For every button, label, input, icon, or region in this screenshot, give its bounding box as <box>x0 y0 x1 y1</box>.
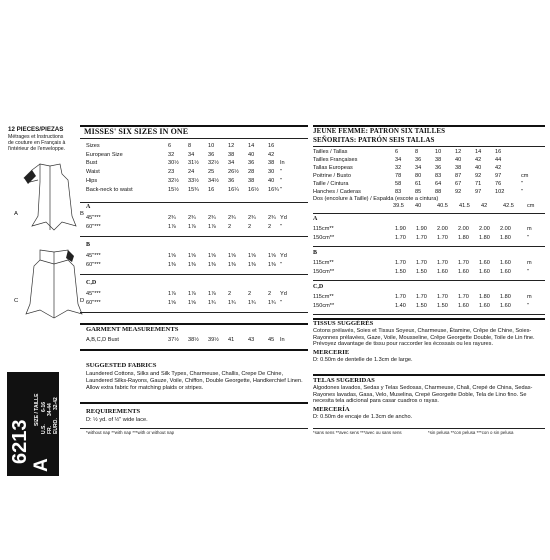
size-value: 2.00 <box>479 226 490 232</box>
size-value: 14 <box>475 149 482 155</box>
size-value: 37½ <box>168 337 179 343</box>
unit-label: " <box>280 224 282 230</box>
view-a-b-drawing <box>10 160 90 240</box>
size-value: 40 <box>475 165 482 171</box>
view-heading: A <box>86 204 91 210</box>
size-value: 1.70 <box>395 294 406 300</box>
size-value: 33½ <box>188 177 199 184</box>
unit-label: " <box>280 186 282 193</box>
row-label: 150cm** <box>313 268 335 275</box>
telas-text: Algodones lavados, Sedas y Telas Sedosas, Charmeuse, Chali, Crepé de China, Sedas-Rayones lavadas, Gasa, Velo, Muselina, Crepé Georgette Doble, Tela de Lino fino. Se necesita tela adicional para casar cuadros o rayas. <box>313 385 533 405</box>
size-value: 1.60 <box>500 302 511 309</box>
size-value: 1.70 <box>416 294 427 300</box>
size-value: 12 <box>455 149 462 155</box>
dos-value: 42 <box>481 203 488 209</box>
merceria-title: MERCERÍA <box>313 406 350 413</box>
row-label: 45"*** <box>86 253 101 259</box>
size-value: 2 <box>268 224 272 230</box>
unit-label: m <box>527 260 532 266</box>
size-value: 1.60 <box>458 302 469 309</box>
size-value: 87 <box>455 173 462 179</box>
size-range-letter: A <box>31 458 52 472</box>
size-value: 8 <box>415 149 419 155</box>
dos-value: 41.5 <box>459 203 470 209</box>
size-value: 32 <box>168 151 175 158</box>
size-value: 31½ <box>188 160 199 167</box>
size-value: 76 <box>495 181 502 187</box>
size-value: 15½ <box>168 186 179 193</box>
row-label: Back-neck to waist <box>86 186 133 193</box>
suggested-fabrics-title: SUGGESTED FABRICS <box>86 362 157 369</box>
size-value: 67 <box>455 181 462 187</box>
view-label-d: D <box>80 298 85 304</box>
size-value: 40 <box>268 177 275 184</box>
unit-label: cm <box>521 173 529 179</box>
size-value: 24 <box>188 169 195 176</box>
row-label: Taille / Cintura <box>313 181 349 187</box>
pattern-number: 6213 <box>9 419 31 464</box>
unit-label: " <box>280 177 282 184</box>
size-value: 1⅝ <box>188 300 196 306</box>
size-value: 64 <box>435 181 442 187</box>
size-value: 1.70 <box>458 260 469 266</box>
size-value: 1⅞ <box>168 224 176 230</box>
size-value: 15¾ <box>188 186 199 193</box>
size-value: 1.70 <box>395 260 406 266</box>
size-value: 58 <box>395 181 402 187</box>
size-value: 34 <box>228 160 235 167</box>
size-value: 1.70 <box>416 234 427 241</box>
size-value: 1⅜ <box>268 262 276 268</box>
size-value: 16¼ <box>228 186 239 193</box>
dos-value: 39.5 <box>393 203 404 209</box>
size-value: 16 <box>495 149 502 155</box>
row-label: A,B,C,D Bust <box>86 337 119 343</box>
size-value: 36 <box>228 177 235 184</box>
unit-label: Yd <box>280 253 287 259</box>
dos-value: 40.5 <box>437 203 448 209</box>
unit-label: " <box>280 262 282 268</box>
size-value: 1.40 <box>395 302 406 309</box>
size-value: 38 <box>228 151 235 158</box>
garment-measurements-title: GARMENT MEASUREMENTS <box>86 326 179 333</box>
size-value: 2¾ <box>168 215 176 221</box>
size-value: 34½ <box>208 177 219 184</box>
row-label: Sizes <box>86 143 100 149</box>
size-value: 38 <box>435 157 442 163</box>
mercerie-text: D: 0.50m de dentelle de 1.3cm de large. <box>313 357 413 363</box>
row-label: Bust <box>86 160 98 167</box>
size-value: 8 <box>188 143 192 149</box>
size-value: 38 <box>268 160 275 167</box>
size-value: 1⅝ <box>268 253 276 259</box>
dos-unit: cm <box>527 203 535 209</box>
size-value: 36 <box>415 157 422 163</box>
size-value: 1⅝ <box>168 300 176 306</box>
unit-label: m <box>527 294 532 300</box>
size-value: 32½ <box>208 160 219 167</box>
size-value: 40 <box>455 157 462 163</box>
unit-label: Yd <box>280 291 287 297</box>
size-value: 30½ <box>168 160 179 167</box>
unit-label: " <box>527 234 529 241</box>
size-value: 38 <box>455 165 462 171</box>
dos-value: 42.5 <box>503 203 514 209</box>
size-value: 2 <box>228 224 232 230</box>
size-value: 38 <box>248 177 255 184</box>
size-value: 71 <box>475 181 482 187</box>
view-heading: C,D <box>313 284 324 290</box>
size-value: 1¾ <box>248 300 256 306</box>
size-value: 1.60 <box>479 268 490 275</box>
size-value: 1¾ <box>208 300 216 306</box>
size-value: 1.70 <box>458 294 469 300</box>
size-value: 1.70 <box>437 294 448 300</box>
row-label: 115cm** <box>313 226 334 232</box>
size-value: 25 <box>208 169 215 176</box>
size-value: 30 <box>268 169 275 176</box>
size-value: 97 <box>475 189 482 195</box>
dos-value: 40 <box>415 203 422 209</box>
unit-label: Yd <box>280 215 287 221</box>
us-sizes: 6-16 <box>41 401 47 412</box>
size-value: 34 <box>188 151 195 158</box>
size-value: 1.60 <box>479 260 490 266</box>
row-label: Tailles / Tallas <box>313 149 348 155</box>
size-value: 1⅞ <box>188 291 196 297</box>
spanish-footnote: *sin pelusa **con pelusa ***con o sin pelusa <box>428 430 514 435</box>
size-value: 28 <box>248 169 255 176</box>
size-value: 1⅝ <box>168 253 176 259</box>
size-value: 1.50 <box>437 302 448 309</box>
size-value: 1¾ <box>268 300 276 306</box>
size-value: 1.80 <box>479 294 490 300</box>
view-heading: A <box>313 216 318 222</box>
size-value: 14 <box>248 143 255 149</box>
size-value: 1.70 <box>416 260 427 266</box>
size-value: 1.60 <box>500 268 511 275</box>
us-label: U.S. <box>41 424 47 434</box>
tissus-text: Cotons prélavés, Soies et Tissus Soyeux, Charmeuse, Étamine, Crêpe de Chine, Soies-Rayonnes prélavées, Gaze, Voile, Mousseline, Crêpe Georgette Double, Toile de Lin fine. Prévoyez davantage de tissu pour raccorder les écossais ou les rayures. <box>313 328 535 348</box>
size-value: 2.00 <box>458 226 469 232</box>
size-value: 1⅜ <box>248 262 256 268</box>
size-value: 42 <box>475 157 482 163</box>
row-label: Tailles Françaises <box>313 157 358 163</box>
mercerie-title: MERCERIE <box>313 349 350 356</box>
unit-label: " <box>280 169 282 176</box>
row-label: 60"*** <box>86 224 101 230</box>
size-value: 34 <box>415 165 422 171</box>
size-value: 1.80 <box>479 234 490 241</box>
size-value: 6 <box>395 149 399 155</box>
french-title: JEUNE FEMME: PATRON SIX TAILLES <box>313 127 446 135</box>
size-value: 36 <box>435 165 442 171</box>
size-value: 1⅝ <box>228 253 236 259</box>
spanish-title: SEÑORITAS: PATRÓN SEIS TALLAS <box>313 136 435 144</box>
size-value: 1.60 <box>500 260 511 266</box>
size-value: 2.00 <box>437 226 448 232</box>
size-value: 34 <box>395 157 402 163</box>
unit-label: In <box>280 160 285 167</box>
size-value: 1.70 <box>437 260 448 266</box>
size-value: 44 <box>495 157 502 163</box>
size-value: 12 <box>228 143 235 149</box>
size-value: 16 <box>208 186 215 193</box>
size-value: 1.50 <box>395 268 406 275</box>
size-value: 1.60 <box>458 268 469 275</box>
size-value: 23 <box>168 169 175 176</box>
view-heading: C,D <box>86 280 97 286</box>
size-range-badge <box>7 372 59 476</box>
unit-label: " <box>521 181 523 187</box>
row-label: Hanches / Caderas <box>313 189 361 195</box>
size-value: 16½ <box>248 186 259 193</box>
size-value: 16 <box>268 143 275 149</box>
row-label: Tallas Europeas <box>313 165 353 171</box>
size-value: 1.80 <box>500 234 511 241</box>
pieces-note: Métrages et Instructions de couture en Français à l'intérieur de l'enveloppe. <box>8 134 66 153</box>
row-label: 60"*** <box>86 262 101 268</box>
size-value: 2 <box>248 291 252 297</box>
english-title: MISSES' SIX SIZES IN ONE <box>84 127 189 136</box>
size-label: SIZE / TAILLE <box>34 393 40 426</box>
size-value: 1⅞ <box>208 224 216 230</box>
size-value: 83 <box>435 173 442 179</box>
unit-label: m <box>527 226 532 232</box>
size-value: 1⅞ <box>188 224 196 230</box>
dos-label: Dos (encolure à Taille) / Espalda (escote a cintura) <box>313 196 439 202</box>
unit-label: " <box>280 300 282 306</box>
size-value: 102 <box>495 189 505 195</box>
size-value: 43 <box>248 337 255 343</box>
size-value: 78 <box>395 173 402 179</box>
view-c-d-drawing <box>14 246 97 326</box>
requirements-title: REQUIREMENTS <box>86 408 141 415</box>
size-value: 32 <box>395 165 402 171</box>
row-label: 150cm** <box>313 302 335 309</box>
size-value: 2¾ <box>268 215 276 221</box>
unit-label: " <box>527 302 529 309</box>
size-value: 1.90 <box>416 226 427 232</box>
row-label: Waist <box>86 169 100 176</box>
size-value: 2¾ <box>248 215 256 221</box>
size-value: 61 <box>415 181 422 187</box>
row-label: 60"*** <box>86 300 101 306</box>
size-value: 45 <box>268 337 275 343</box>
size-value: 41 <box>228 337 235 343</box>
view-heading: B <box>313 250 318 256</box>
telas-title: TELAS SUGERIDAS <box>313 377 375 384</box>
size-value: 2.00 <box>500 226 511 232</box>
row-label: 45"*** <box>86 291 101 297</box>
size-value: 1.50 <box>416 302 427 309</box>
size-value: 92 <box>455 189 462 195</box>
size-value: 1⅜ <box>228 262 236 268</box>
size-value: 38½ <box>188 337 199 343</box>
size-value: 42 <box>268 151 275 158</box>
view-label-b: B <box>80 211 84 217</box>
size-value: 2¾ <box>208 215 216 221</box>
size-value: 2 <box>248 224 252 230</box>
size-value: 92 <box>475 173 482 179</box>
row-label: Poitrine / Busto <box>313 173 351 179</box>
size-value: 1.60 <box>437 268 448 275</box>
euro-label: EURO. <box>53 418 59 434</box>
english-footnote: *without nap **with nap ***with or without nap <box>86 430 175 435</box>
size-value: 97 <box>495 173 502 179</box>
euro-sizes: 32-42 <box>53 397 59 410</box>
size-value: 32½ <box>168 177 179 184</box>
size-value: 1⅜ <box>208 262 216 268</box>
size-value: 36 <box>248 160 255 167</box>
row-label: 150cm** <box>313 234 335 241</box>
size-value: 36 <box>208 151 215 158</box>
size-value: 40 <box>248 151 255 158</box>
size-value: 1.70 <box>437 234 448 241</box>
size-value: 1⅝ <box>208 253 216 259</box>
size-value: 2¾ <box>188 215 196 221</box>
size-value: 1.80 <box>458 234 469 241</box>
size-value: 1⅝ <box>188 253 196 259</box>
row-label: 115cm** <box>313 294 334 300</box>
size-value: 80 <box>415 173 422 179</box>
size-value: 1.60 <box>479 302 490 309</box>
size-value: 2 <box>268 291 272 297</box>
size-value: 6 <box>168 143 172 149</box>
size-value: 1⅜ <box>188 262 196 268</box>
unit-label: " <box>527 268 529 275</box>
size-value: 1¾ <box>228 300 236 306</box>
fr-label: FR. <box>47 425 53 434</box>
tissus-title: TISSUS SUGGÉRÉS <box>313 320 374 327</box>
unit-label: In <box>280 337 285 343</box>
size-value: 1.50 <box>416 268 427 275</box>
size-value: 1⅜ <box>168 262 176 268</box>
size-value: 1⅞ <box>208 291 216 297</box>
size-value: 39½ <box>208 337 219 343</box>
row-label: Hips <box>86 177 98 184</box>
merceria-text: D: 0.50m de encaje de 1.3cm de ancho. <box>313 414 413 420</box>
unit-label: " <box>521 189 523 195</box>
size-value: 1.70 <box>395 234 406 241</box>
size-value: 1.90 <box>395 226 406 232</box>
row-label: 45"*** <box>86 215 101 221</box>
french-footnote: *sans sens **avec sens ***avec ou sans sens <box>313 430 402 435</box>
fr-sizes: 34-44 <box>47 403 53 416</box>
size-value: 1⅝ <box>248 253 256 259</box>
size-value: 10 <box>435 149 442 155</box>
size-value: 88 <box>435 189 442 195</box>
requirements-text: D: ½ yd. of ½" wide lace. <box>86 417 148 423</box>
size-value: 85 <box>415 189 422 195</box>
size-value: 16¾ <box>268 186 279 193</box>
size-value: 2¾ <box>228 215 236 221</box>
row-label: European Size <box>86 151 123 158</box>
size-value: 83 <box>395 189 402 195</box>
size-value: 1.80 <box>500 294 511 300</box>
view-label-c: C <box>14 298 19 304</box>
view-label-a: A <box>14 211 18 217</box>
size-value: 1⅞ <box>168 291 176 297</box>
size-value: 2 <box>228 291 232 297</box>
size-value: 26½ <box>228 169 239 176</box>
size-value: 42 <box>495 165 502 171</box>
pieces-count: 12 PIECES/PIEZAS <box>8 126 64 133</box>
suggested-fabrics-text: Laundered Cottons, Silks and Silk Types, Charmeuse, Challis, Crepe De Chine, Laundered Silks-Rayons, Gauze, Voile, Chiffon, Double Georgette, Handkerchief Linen. Allow extra fabric for matching plaids or stripes. <box>86 371 303 391</box>
view-heading: B <box>86 242 91 248</box>
row-label: 115cm** <box>313 260 334 266</box>
size-value: 10 <box>208 143 215 149</box>
